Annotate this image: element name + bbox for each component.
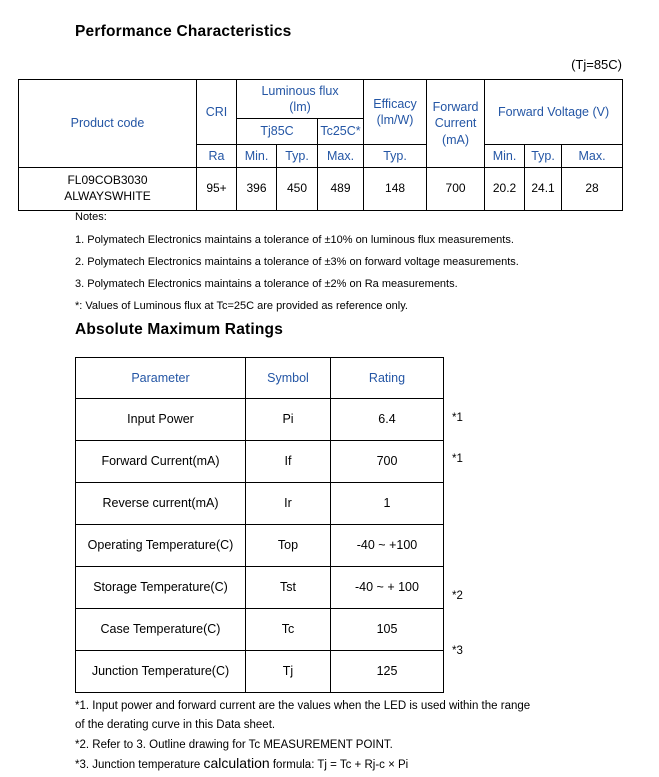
performance-characteristics-table [18, 79, 623, 211]
footnote-3-suffix: formula: Tj = Tc + Rj-c × Pi [269, 759, 409, 771]
product-code-text: FL09COB3030 ALWAYSWHITE [64, 173, 151, 203]
col-header-forward-voltage: Forward Voltage (V) [485, 80, 623, 145]
cell-efficacy-typ: 148 [364, 168, 427, 211]
table-row [76, 483, 444, 525]
cell-fv-min: 20.2 [485, 168, 525, 211]
table-row [76, 525, 444, 567]
footnote-1: *1. Input power and forward current are the values when the LED is used within the range of the derating curve in this Data sheet. [75, 700, 531, 731]
col-header-flux-min: Min. [237, 145, 277, 168]
col-header-luminous-flux [237, 80, 364, 119]
cell-product-code [19, 168, 197, 211]
col-header-parameter: Parameter [76, 358, 246, 399]
col-header-symbol: Symbol [246, 358, 331, 399]
cell-symbol: If [246, 441, 331, 483]
col-header-flux-max: Max. [318, 145, 364, 168]
footnote-3-prefix: *3. Junction temperature [75, 759, 204, 771]
cell-parameter: Operating Temperature(C) [76, 525, 246, 567]
cell-parameter: Reverse current(mA) [76, 483, 246, 525]
cell-flux-typ: 450 [277, 168, 318, 211]
col-header-efficacy-typ: Typ. [364, 145, 427, 168]
col-header-tj85c: Tj85C [237, 119, 318, 145]
cell-rating: -40 ~ +100 [331, 525, 444, 567]
cell-symbol: Tst [246, 567, 331, 609]
annotation-marker-storage-temperature: *2 [452, 590, 463, 602]
forward-current-label: Forward Current (mA) [432, 100, 479, 147]
cell-rating: 125 [331, 651, 444, 693]
table-row [76, 567, 444, 609]
cell-rating: -40 ~ + 100 [331, 567, 444, 609]
note-tolerance-luminous-flux: 1. Polymatech Electronics maintains a tolerance of ±10% on luminous flux measurements. [75, 234, 514, 246]
cell-symbol: Pi [246, 399, 331, 441]
col-header-fv-max: Max. [562, 145, 623, 168]
test-condition-label: (Tj=85C) [571, 57, 622, 72]
cell-symbol: Tc [246, 609, 331, 651]
col-header-forward-current [427, 80, 485, 168]
cell-parameter: Junction Temperature(C) [76, 651, 246, 693]
col-header-fv-min: Min. [485, 145, 525, 168]
col-header-efficacy [364, 80, 427, 145]
footnote-3-calculation-word: calculation [203, 755, 270, 771]
luminous-flux-label: Luminous flux (lm) [261, 83, 339, 114]
cell-parameter: Storage Temperature(C) [76, 567, 246, 609]
cell-symbol: Tj [246, 651, 331, 693]
cell-flux-min: 396 [237, 168, 277, 211]
notes-heading: Notes: [75, 211, 107, 223]
col-header-product-code: Product code [19, 80, 197, 168]
cell-fv-typ: 24.1 [525, 168, 562, 211]
col-header-tc25c: Tc25C* [318, 119, 364, 145]
table-row [76, 609, 444, 651]
annotation-marker-input-power: *1 [452, 412, 463, 424]
footnote-3 [75, 754, 408, 775]
note-tolerance-forward-voltage: 2. Polymatech Electronics maintains a tolerance of ±3% on forward voltage measurements. [75, 256, 519, 268]
absolute-maximum-ratings-table [75, 357, 444, 693]
efficacy-label: Efficacy (lm/W) [373, 96, 417, 127]
section-title-performance-characteristics: Performance Characteristics [75, 23, 292, 40]
table-row [76, 399, 444, 441]
cell-cri-ra: 95+ [197, 168, 237, 211]
cell-rating: 6.4 [331, 399, 444, 441]
note-flux-reference: *: Values of Luminous flux at Tc=25C are provided as reference only. [75, 300, 408, 312]
cell-rating: 700 [331, 441, 444, 483]
table-row [19, 168, 623, 211]
col-header-cri: CRI [197, 80, 237, 145]
cell-rating: 1 [331, 483, 444, 525]
annotation-marker-junction-temperature: *3 [452, 645, 463, 657]
footnote-2: *2. Refer to 3. Outline drawing for Tc MEASUREMENT POINT. [75, 739, 393, 751]
cell-symbol: Top [246, 525, 331, 567]
col-header-ra: Ra [197, 145, 237, 168]
cell-parameter: Input Power [76, 399, 246, 441]
col-header-fv-typ: Typ. [525, 145, 562, 168]
cell-parameter: Case Temperature(C) [76, 609, 246, 651]
col-header-flux-typ: Typ. [277, 145, 318, 168]
cell-symbol: Ir [246, 483, 331, 525]
note-tolerance-ra: 3. Polymatech Electronics maintains a tolerance of ±2% on Ra measurements. [75, 278, 458, 290]
col-header-rating: Rating [331, 358, 444, 399]
cell-forward-current: 700 [427, 168, 485, 211]
cell-flux-max: 489 [318, 168, 364, 211]
cell-parameter: Forward Current(mA) [76, 441, 246, 483]
annotation-marker-forward-current: *1 [452, 453, 463, 465]
cell-fv-max: 28 [562, 168, 623, 211]
section-title-absolute-maximum-ratings: Absolute Maximum Ratings [75, 321, 284, 338]
table-row [76, 651, 444, 693]
cell-rating: 105 [331, 609, 444, 651]
table-row [76, 441, 444, 483]
